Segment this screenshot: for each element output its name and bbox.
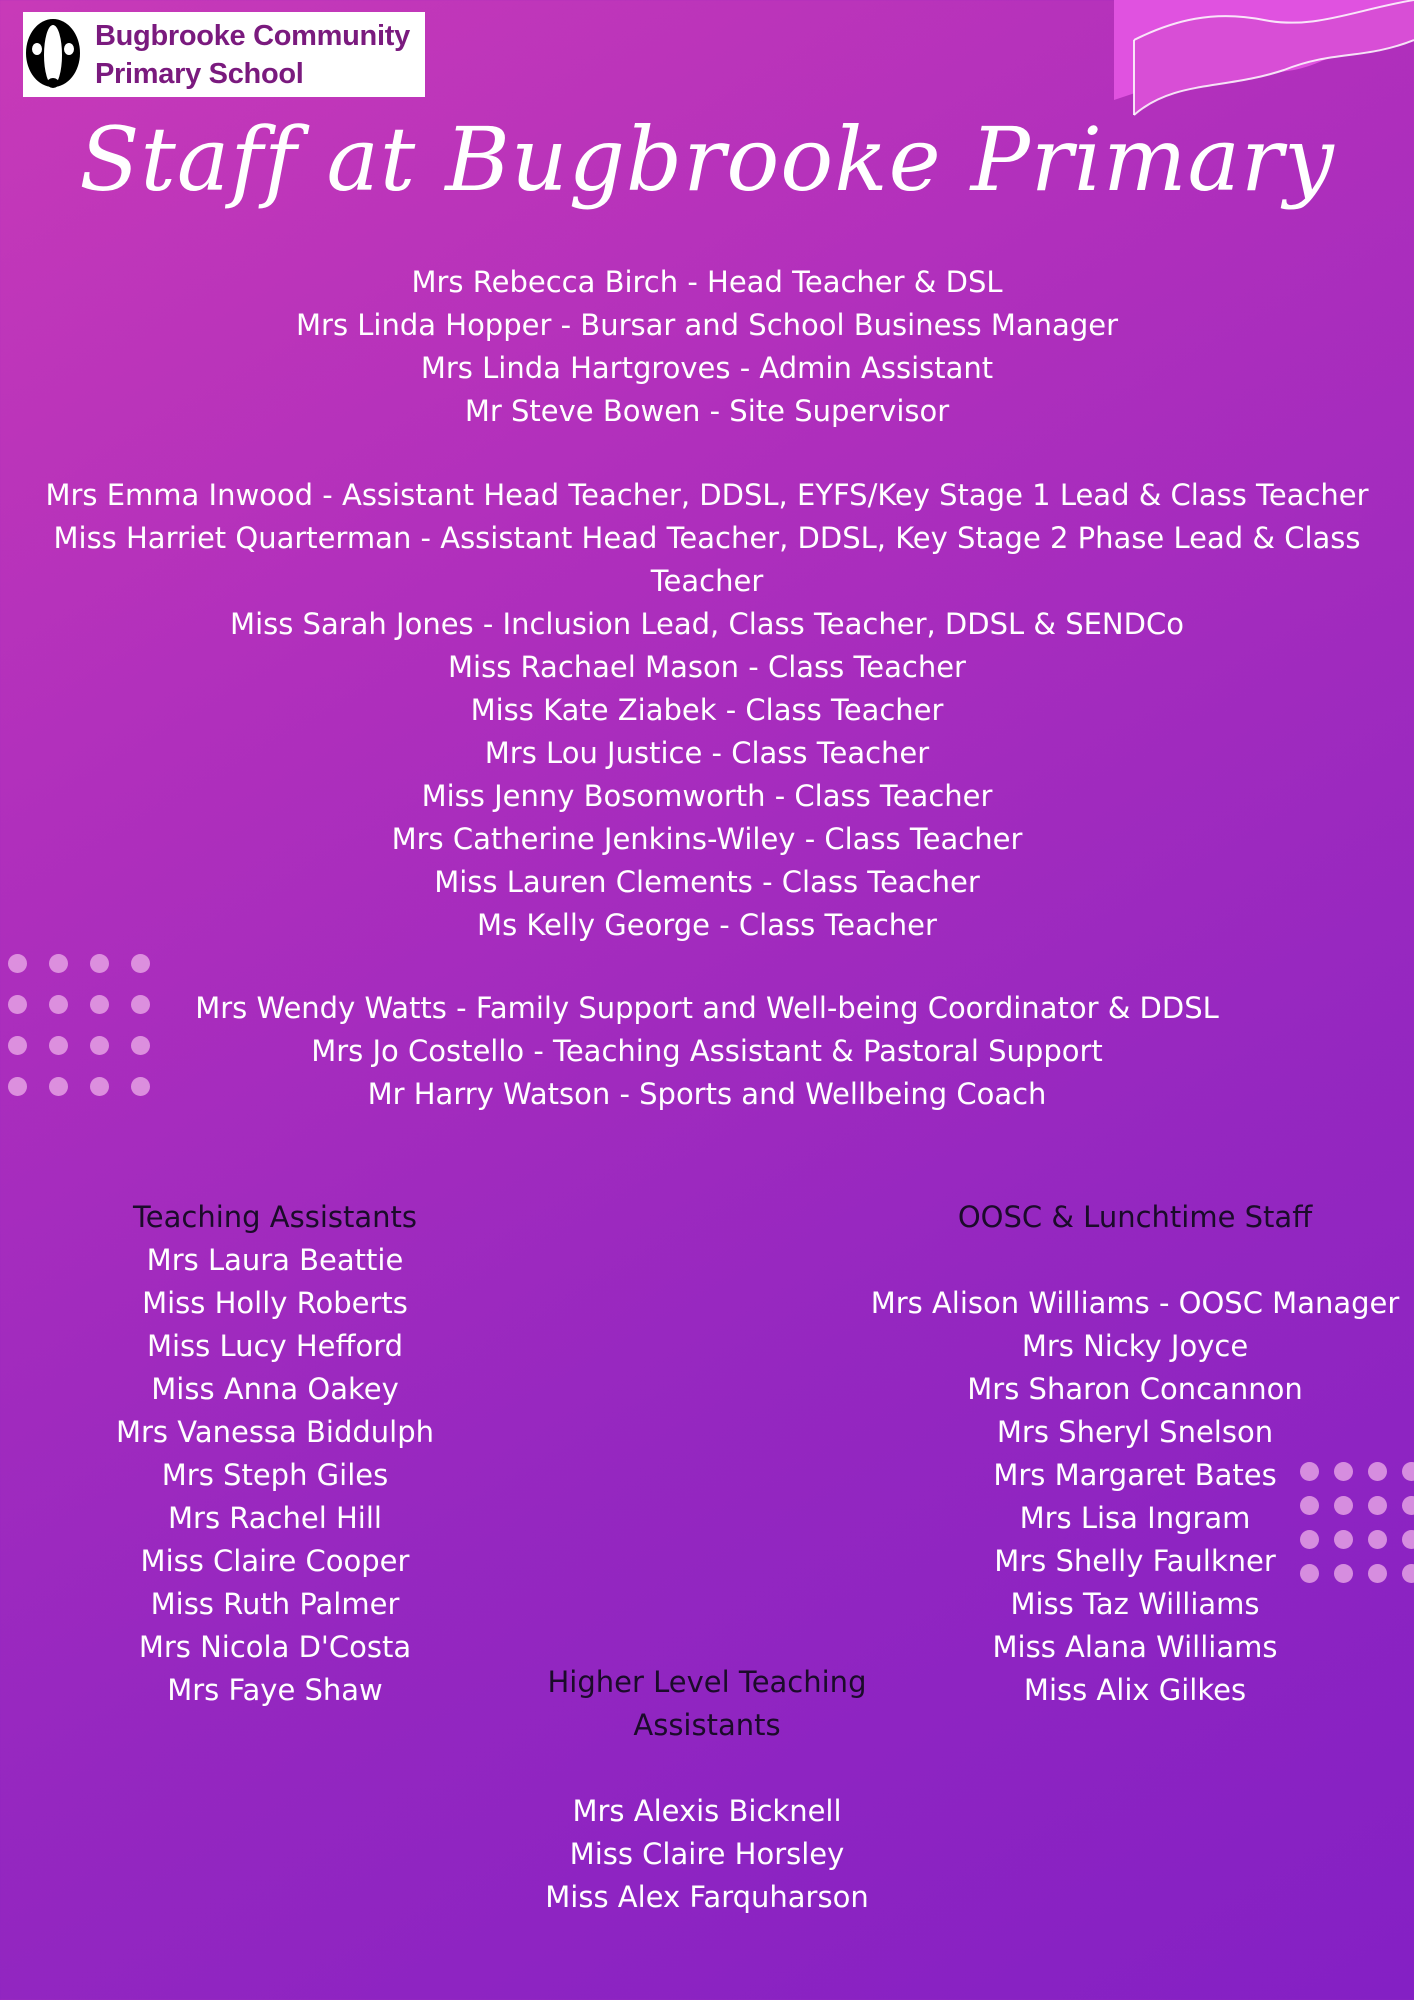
section-heading: Assistants <box>633 1708 781 1742</box>
oosc-lunchtime-column <box>855 1196 1414 1712</box>
staff-name: Miss Ruth Palmer <box>150 1587 400 1621</box>
support-staff-list <box>0 987 1414 1116</box>
section-heading: OOSC & Lunchtime Staff <box>957 1200 1313 1234</box>
staff-name: Miss Holly Roberts <box>142 1286 408 1320</box>
staff-line: Mr Steve Bowen - Site Supervisor <box>464 394 950 428</box>
staff-line: Mrs Wendy Watts - Family Support and Well-being Coordinator & DDSL <box>195 991 1219 1025</box>
staff-line: Miss Lauren Clements - Class Teacher <box>434 865 980 899</box>
staff-name: Mrs Alison Williams - OOSC Manager <box>870 1286 1400 1320</box>
staff-line: Mrs Jo Costello - Teaching Assistant & Pastoral Support <box>311 1034 1103 1068</box>
staff-name: Mrs Nicky Joyce <box>1021 1329 1249 1363</box>
staff-name: Miss Claire Cooper <box>140 1544 410 1578</box>
staff-line: Mrs Linda Hartgroves - Admin Assistant <box>420 351 994 385</box>
staff-name: Mrs Laura Beattie <box>146 1243 404 1277</box>
decorative-dots <box>8 954 153 1099</box>
leadership-list <box>0 261 1414 433</box>
section-heading: Teaching Assistants <box>132 1200 417 1234</box>
staff-line: Mrs Emma Inwood - Assistant Head Teacher, DDSL, EYFS/Key Stage 1 Lead & Class Teacher <box>45 478 1369 512</box>
logo-line-2: Primary School <box>95 57 304 90</box>
staff-line: Mrs Catherine Jenkins-Wiley - Class Teacher <box>391 822 1023 856</box>
staff-name: Mrs Shelly Faulkner <box>994 1544 1276 1578</box>
logo-line-1: Bugbrooke Community <box>95 19 410 52</box>
staff-name: Mrs Faye Shaw <box>167 1673 383 1707</box>
staff-line: Mr Harry Watson - Sports and Wellbeing Coach <box>367 1077 1047 1111</box>
staff-line: Miss Jenny Bosomworth - Class Teacher <box>421 779 993 813</box>
badger-icon <box>23 15 83 95</box>
staff-name: Mrs Vanessa Biddulph <box>115 1415 435 1449</box>
staff-name: Miss Alex Farquharson <box>545 1880 869 1914</box>
staff-line: Ms Kelly George - Class Teacher <box>477 908 937 942</box>
staff-line: Mrs Linda Hopper - Bursar and School Business Manager <box>296 308 1118 342</box>
teachers-list <box>0 474 1414 947</box>
staff-name: Mrs Alexis Bicknell <box>572 1794 842 1828</box>
section-heading: Higher Level Teaching <box>547 1665 867 1699</box>
staff-name: Mrs Rachel Hill <box>168 1501 382 1535</box>
staff-name: Miss Alana Williams <box>992 1630 1278 1664</box>
staff-line: Miss Rachael Mason - Class Teacher <box>448 650 966 684</box>
teaching-assistants-column <box>50 1196 500 1712</box>
staff-name: Mrs Nicola D'Costa <box>138 1630 412 1664</box>
staff-line: Mrs Rebecca Birch - Head Teacher & DSL <box>411 265 1003 299</box>
staff-line: Mrs Lou Justice - Class Teacher <box>484 736 930 770</box>
school-logo <box>23 12 425 97</box>
staff-name: Mrs Margaret Bates <box>993 1458 1277 1492</box>
staff-name: Mrs Sheryl Snelson <box>996 1415 1274 1449</box>
staff-name: Miss Claire Horsley <box>569 1837 845 1871</box>
page-title: Staff at Bugbrooke Primary <box>79 108 1335 211</box>
staff-name: Miss Lucy Hefford <box>146 1329 404 1363</box>
staff-line: Miss Sarah Jones - Inclusion Lead, Class Teacher, DDSL & SENDCo <box>230 607 1184 641</box>
staff-name: Miss Anna Oakey <box>151 1372 399 1406</box>
staff-line: Miss Harriet Quarterman - Assistant Head Teacher, DDSL, Key Stage 2 Phase Lead & Class Teacher <box>53 521 1361 598</box>
staff-name: Mrs Lisa Ingram <box>1019 1501 1251 1535</box>
staff-name: Miss Taz Williams <box>1010 1587 1260 1621</box>
staff-name: Miss Alix Gilkes <box>1023 1673 1247 1707</box>
staff-line: Miss Kate Ziabek - Class Teacher <box>470 693 944 727</box>
staff-name: Mrs Steph Giles <box>161 1458 389 1492</box>
staff-name: Mrs Sharon Concannon <box>967 1372 1303 1406</box>
hlta-column <box>457 1661 957 1919</box>
